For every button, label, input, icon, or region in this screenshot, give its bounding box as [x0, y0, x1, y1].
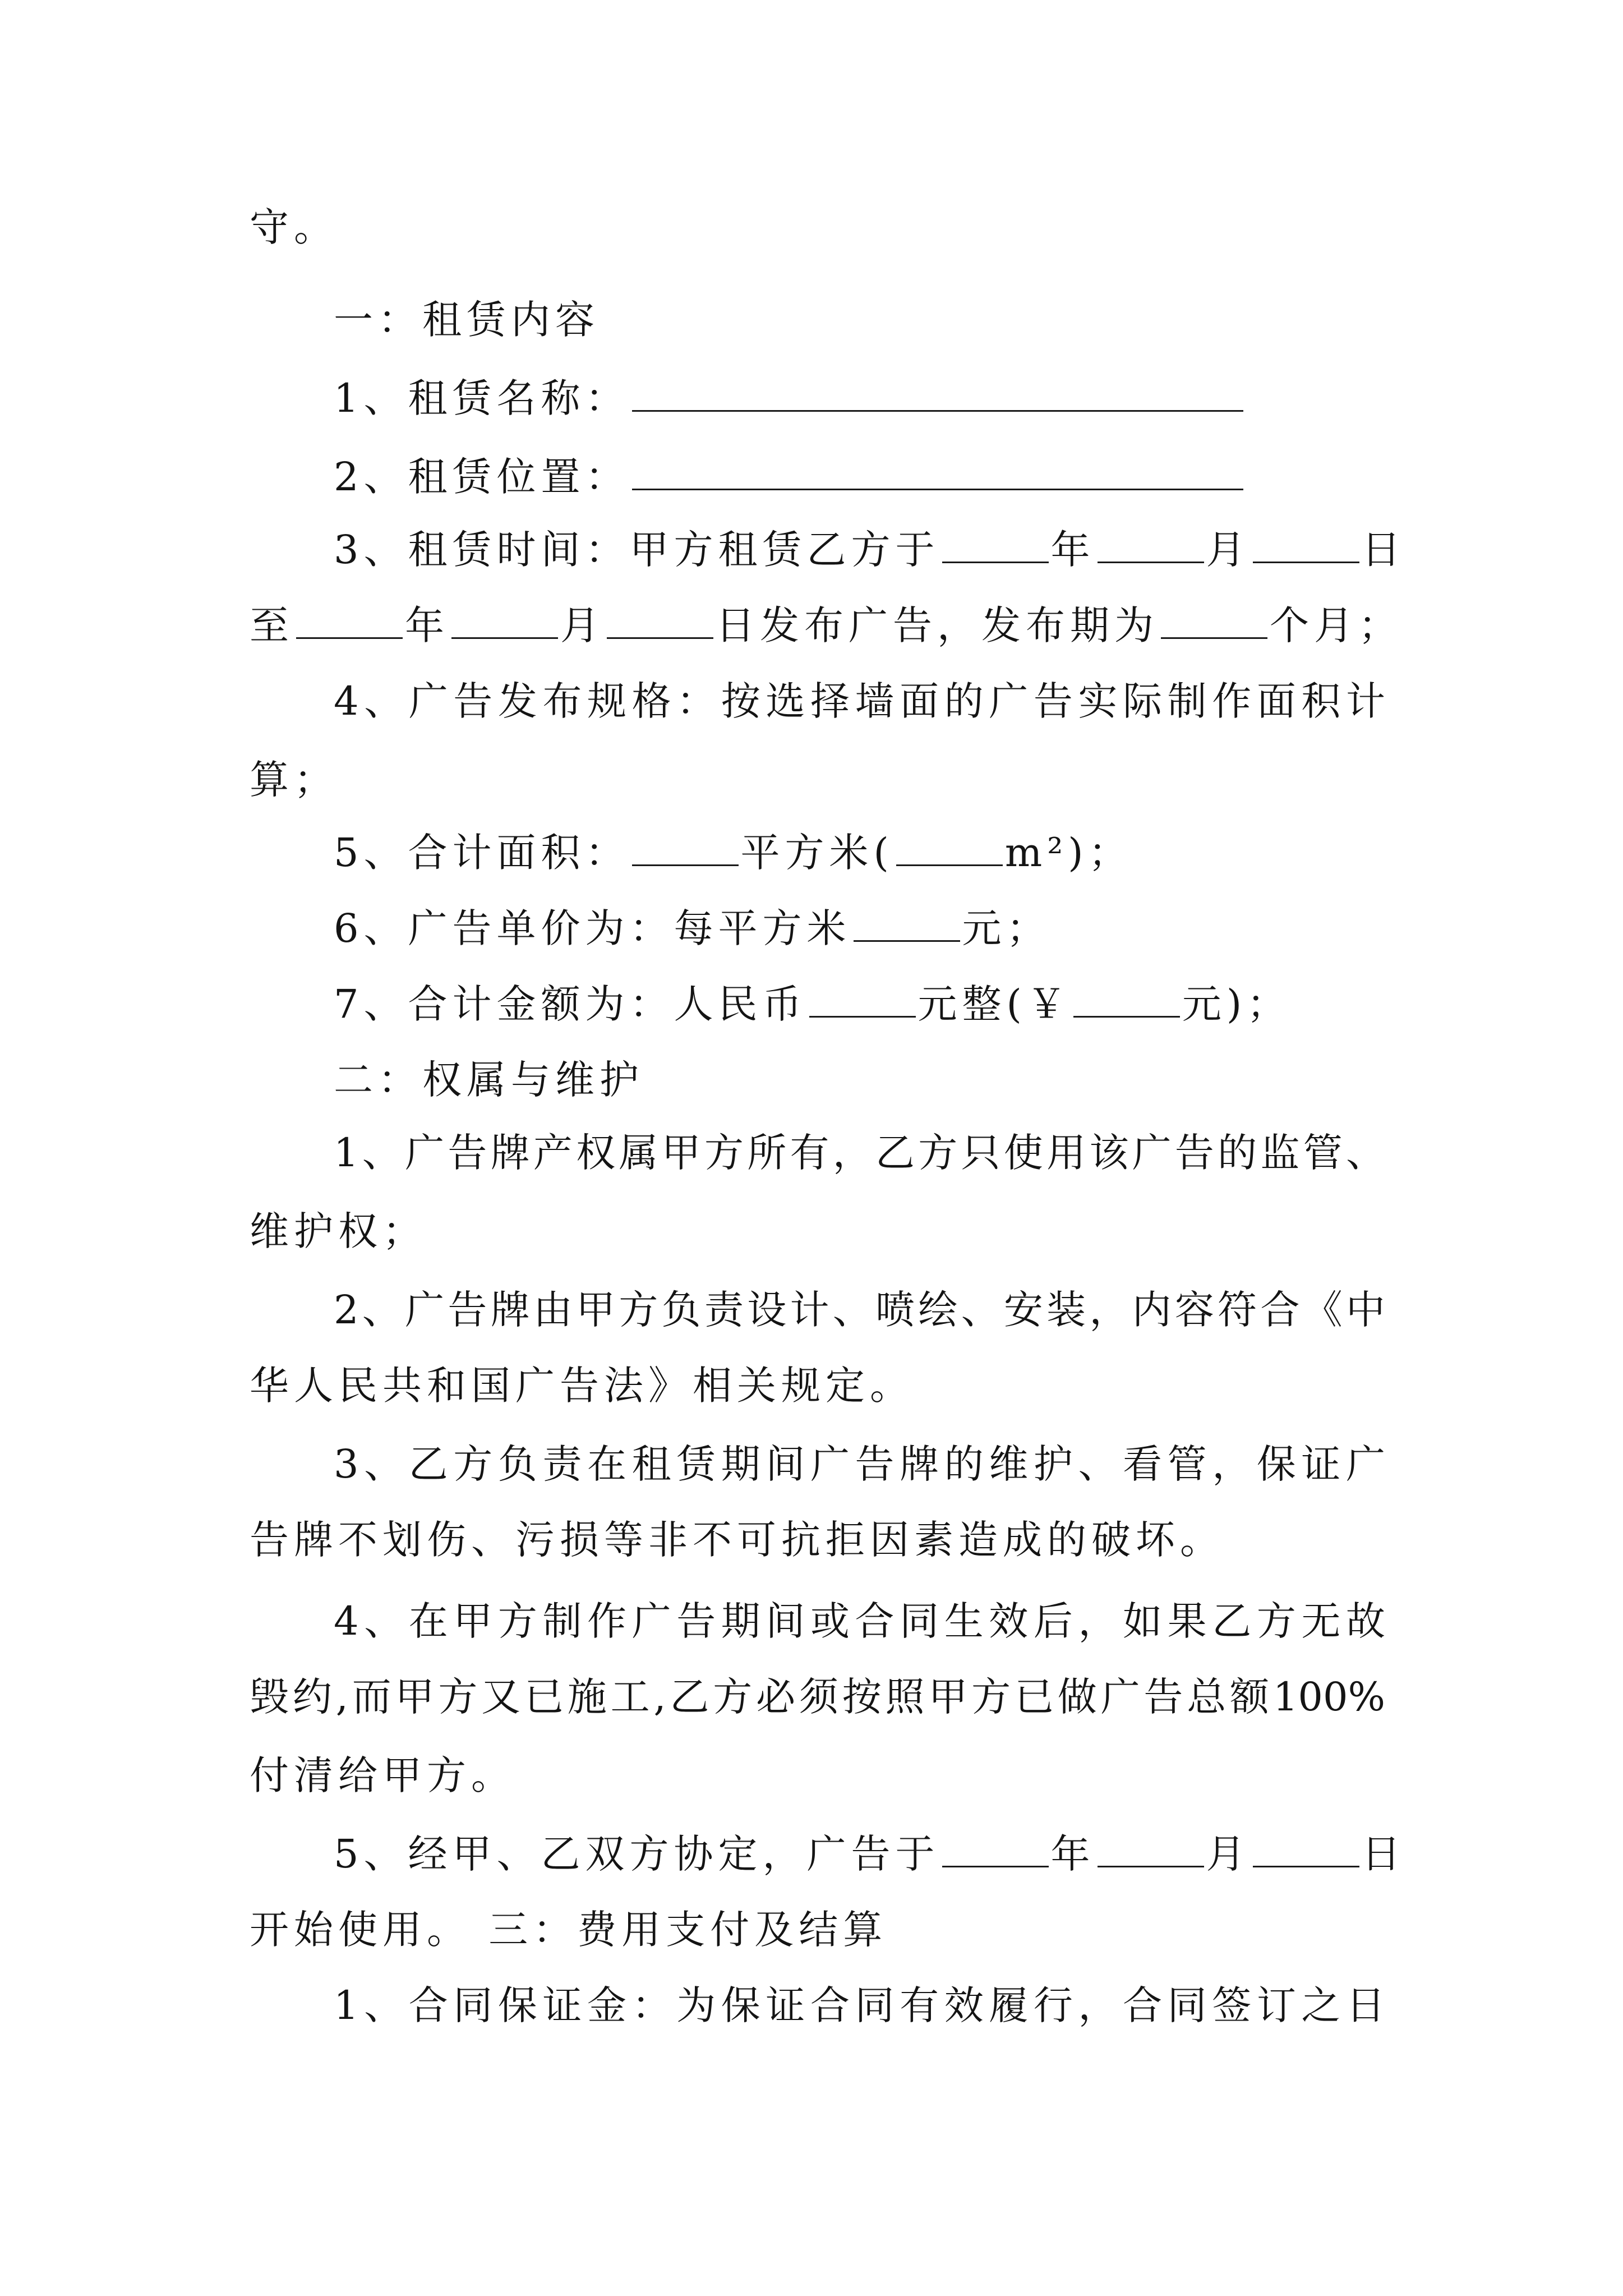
section-heading: 一：租赁内容 — [334, 297, 600, 343]
text-segment: 平方米( — [740, 830, 894, 876]
text-segment: 3、租赁时间：甲方租赁乙方于 — [334, 527, 940, 573]
text-segment: 至 — [250, 602, 294, 648]
fill-blank — [1098, 1829, 1204, 1867]
unit-price-line — [334, 900, 1051, 956]
fill-blank — [632, 827, 739, 866]
fill-blank — [942, 524, 1049, 563]
text-segment: 月 — [1206, 1831, 1251, 1877]
fill-blank — [632, 373, 1243, 412]
text-segment: 个月； — [1270, 602, 1403, 648]
text-segment: 5、经甲、乙双方协定，广告于 — [334, 1831, 940, 1877]
total-area-line — [334, 825, 1133, 881]
fill-blank — [1253, 524, 1359, 563]
text-segment: 月 — [560, 602, 605, 648]
text-segment: 年 — [1050, 527, 1095, 573]
text-segment: 日 — [1361, 527, 1406, 573]
fill-blank — [296, 600, 403, 639]
text-line: 算； — [250, 757, 338, 803]
text-line: 毁约,而甲方又已施工,乙方必须按照甲方已做广告总额100% — [250, 1674, 1385, 1720]
fill-blank — [1098, 524, 1204, 563]
text-line: 华人民共和国广告法》相关规定。 — [250, 1363, 914, 1409]
text-segment: 元整(￥ — [917, 981, 1071, 1027]
lease-name-line — [334, 370, 1246, 426]
text-line: 开始使用。 三：费用支付及结算 — [250, 1907, 888, 1953]
lease-period-line — [250, 597, 1403, 654]
total-amount-line — [334, 976, 1291, 1032]
lease-location-line — [334, 449, 1246, 505]
fill-blank — [1073, 979, 1180, 1018]
fill-blank — [942, 1829, 1049, 1867]
field-label: 2、租赁位置： — [334, 454, 630, 500]
fill-blank — [809, 979, 916, 1018]
text-line: 告牌不划伤、污损等非不可抗拒因素造成的破坏。 — [250, 1517, 1224, 1563]
text-line: 1、广告牌产权属甲方所有，乙方只使用该广告的监管、 — [334, 1130, 1385, 1176]
fill-blank — [451, 600, 558, 639]
text-segment: 日 — [1361, 1831, 1406, 1877]
text-line: 守。 — [250, 204, 338, 250]
fill-blank — [607, 600, 713, 639]
fill-blank — [854, 903, 960, 942]
text-line: 维护权； — [250, 1208, 427, 1254]
fill-blank — [632, 452, 1243, 490]
text-segment: 月 — [1206, 527, 1251, 573]
text-segment: 日发布广告，发布期为 — [716, 602, 1159, 648]
text-line: 1、合同保证金：为保证合同有效履行，合同签订之日 — [334, 1982, 1385, 2028]
section-heading: 二：权属与维护 — [334, 1057, 644, 1103]
text-segment: 年 — [1050, 1831, 1095, 1877]
field-label: 1、租赁名称： — [334, 375, 630, 421]
text-segment: 5、合计面积： — [334, 830, 630, 876]
start-date-line — [334, 1826, 1406, 1882]
fill-blank — [1161, 600, 1267, 639]
text-line: 4、在甲方制作广告期间或合同生效后，如果乙方无故 — [334, 1598, 1385, 1644]
text-segment: 元)； — [1182, 981, 1292, 1027]
text-segment: 7、合计金额为：人民币 — [334, 981, 807, 1027]
text-line: 4、广告发布规格：按选择墙面的广告实际制作面积计 — [334, 678, 1385, 724]
text-segment: 6、广告单价为：每平方米 — [334, 905, 851, 951]
fill-blank — [1253, 1829, 1359, 1867]
text-line: 付清给甲方。 — [250, 1752, 515, 1798]
text-segment: 元； — [962, 905, 1051, 951]
text-line: 2、广告牌由甲方负责设计、喷绘、安装，内容符合《中 — [334, 1287, 1385, 1333]
text-segment: 年 — [405, 602, 449, 648]
lease-time-line — [334, 522, 1406, 578]
fill-blank — [896, 827, 1003, 866]
text-segment: m²)； — [1004, 830, 1133, 876]
text-line: 3、乙方负责在租赁期间广告牌的维护、看管，保证广 — [334, 1441, 1385, 1487]
